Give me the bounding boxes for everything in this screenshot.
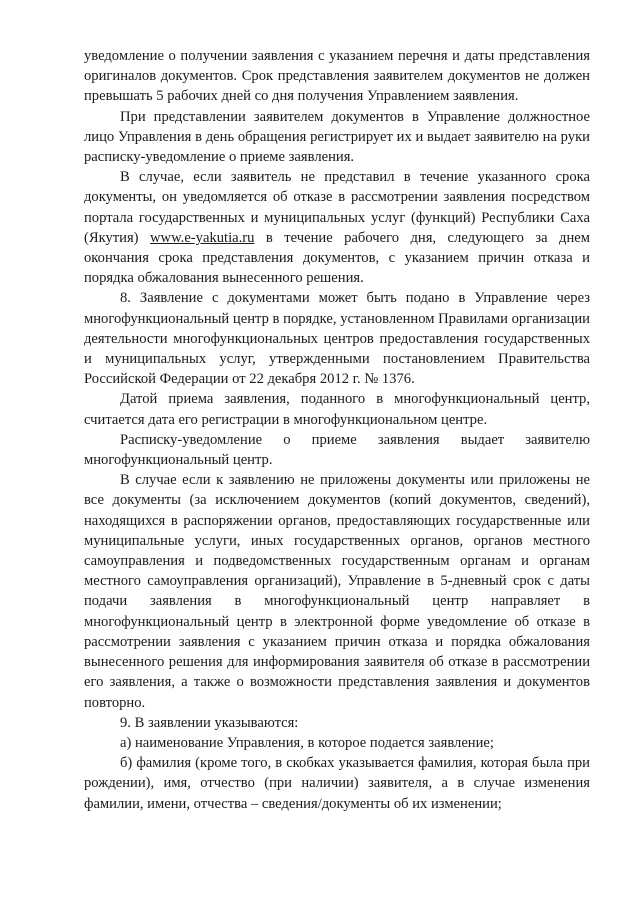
- paragraph-text: Датой приема заявления, поданного в многофункциональный центр, считается дата его регистрации в многофункциональном центре.: [84, 391, 590, 428]
- paragraph: [84, 470, 590, 712]
- paragraph: [84, 107, 590, 168]
- paragraph-text: 8. Заявление с документами может быть подано в Управление через многофункциональный центр в порядке, установленном Правилами организации деятельности многофункциональных центров предоставления государственных и муниципальных услуг, утвержденными постановлением Правительства Российской Федерации от 22 декабря 2012 г. № 1376.: [84, 290, 590, 388]
- paragraph: [84, 46, 590, 107]
- paragraph: [84, 753, 590, 814]
- paragraph-text: уведомление о получении заявления с указанием перечня и даты представления оригиналов документов. Срок представления заявителем документов не должен превышать 5 рабочих дней со дня получения Управлением заявления.: [84, 48, 590, 105]
- paragraph: [84, 288, 590, 389]
- paragraph-text: б) фамилия (кроме того, в скобках указывается фамилия, которая была при рождении), имя, отчество (при наличии) заявителя, а в случае изменения фамилии, имени, отчества – сведения/документы об их изменении;: [84, 755, 590, 812]
- paragraph: [84, 733, 590, 753]
- paragraph-text: а) наименование Управления, в которое подается заявление;: [120, 734, 494, 751]
- paragraph-text: в течение рабочего дня, следующего за днем окончания срока представления документов, с указанием причин отказа и порядка обжалования вынесенного решения.: [84, 229, 591, 287]
- paragraph-text: Расписку-уведомление о приеме заявления выдает заявителю многофункциональный центр.: [84, 431, 590, 469]
- paragraph-text: В случае, если заявитель не представил в течение указанного срока документы, он уведомляется об отказе в рассмотрении заявления посредством портала государственных и муниципальных услуг (функций) Республики Саха (Якутия): [84, 169, 590, 246]
- paragraph-text: При представлении заявителем документов в Управление должностное лицо Управления в день обращения регистрирует их и выдает заявителю на руки расписку-уведомление о приеме заявления.: [84, 108, 590, 166]
- paragraph: [84, 389, 590, 429]
- portal-link[interactable]: www.e-yakutia.ru: [150, 229, 255, 246]
- paragraph: [84, 167, 590, 288]
- paragraph: [84, 430, 590, 470]
- paragraph-text: 9. В заявлении указываются:: [120, 714, 299, 731]
- paragraph-text: В случае если к заявлению не приложены документы или приложены не все документы (за исключением документов (копий документов, сведений), находящихся в распоряжении органов, предоставляющих государственные или муниципальные услуги, иных государственных органов, органов местного самоуправления и подведомственных государственным органам и органам местного самоуправления организаций), Управление в 5-дневный срок с даты подачи заявления в многофункциональный центр направляет в многофункциональный центр в электронной форме уведомление об отказе в рассмотрении заявления с указанием причин отказа и порядка обжалования вынесенного решения для информирования заявителя об отказе в рассмотрении его заявления, а также о возможности представления заявления и документов повторно.: [84, 472, 590, 711]
- document-page: [84, 46, 590, 814]
- paragraph: [84, 713, 590, 733]
